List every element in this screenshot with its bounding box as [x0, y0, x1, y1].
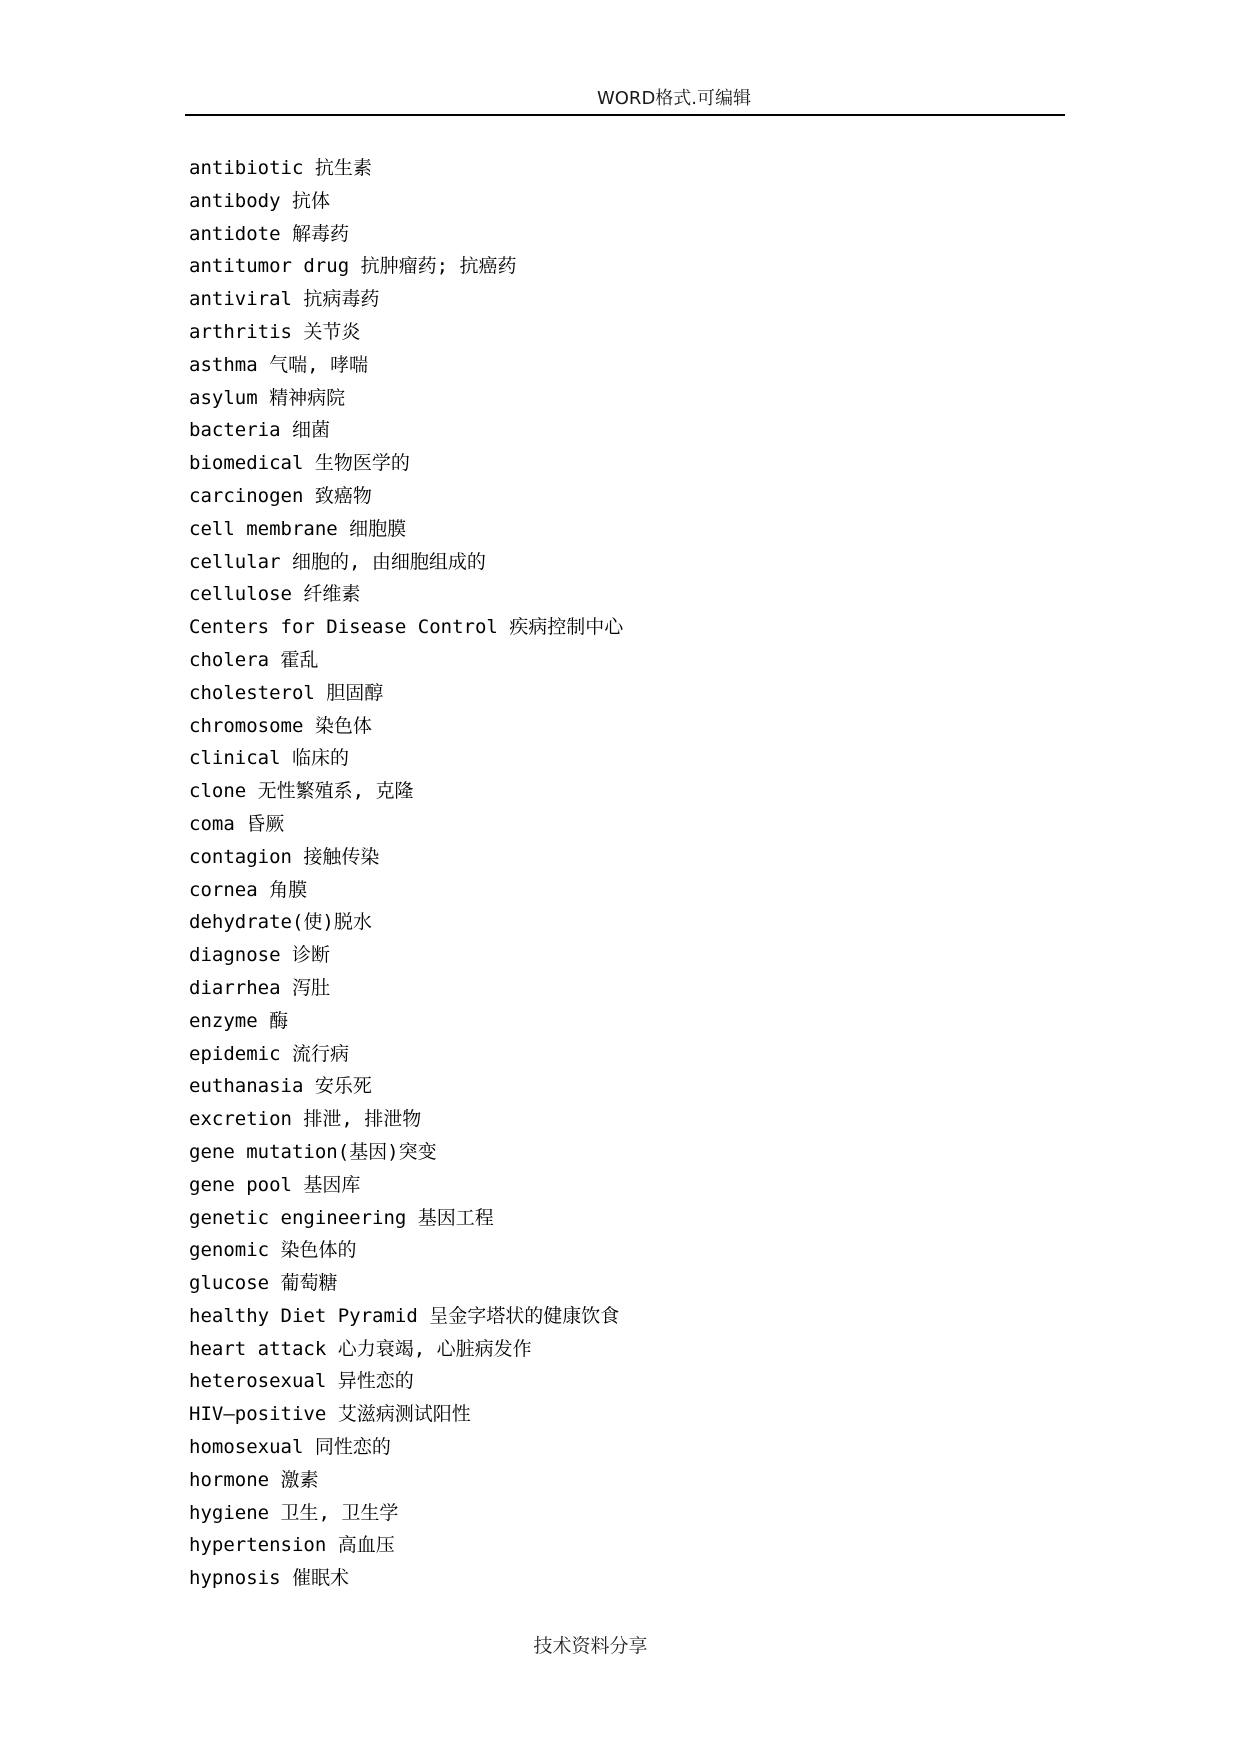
glossary-entry: hypnosis 催眠术: [189, 1567, 349, 1590]
glossary-entry: chromosome 染色体: [189, 714, 372, 737]
glossary-entry: Centers for Disease Control 疾病控制中心: [189, 616, 624, 639]
glossary-entry: antibody 抗体: [189, 189, 330, 212]
glossary-entry: hormone 激素: [189, 1468, 319, 1491]
glossary-entry: antibiotic 抗生素: [189, 157, 372, 179]
header-rule: [185, 114, 1065, 116]
glossary-entry: dehydrate(使)脱水: [189, 911, 372, 934]
glossary-entry: antitumor drug 抗肿瘤药; 抗癌药: [189, 255, 517, 278]
glossary-entry: clone 无性繁殖系, 克隆: [189, 780, 414, 803]
glossary-entry: diarrhea 泻肚: [189, 976, 330, 999]
glossary-entry: euthanasia 安乐死: [189, 1075, 372, 1098]
page-footer: [0, 1634, 1241, 1658]
glossary-entry: genetic engineering 基因工程: [189, 1206, 494, 1229]
glossary-entry: cell membrane 细胞膜: [189, 517, 407, 540]
glossary-entry: antiviral 抗病毒药: [189, 288, 380, 311]
glossary-entry: homosexual 同性恋的: [189, 1436, 391, 1459]
glossary-entry: excretion 排泄, 排泄物: [189, 1108, 422, 1131]
glossary-entry: hygiene 卫生, 卫生学: [189, 1501, 399, 1524]
glossary-entry: diagnose 诊断: [189, 944, 330, 967]
glossary-entry: gene mutation(基因)突变: [189, 1140, 437, 1163]
page-header: [185, 86, 1065, 116]
glossary-entry: cellular 细胞的, 由细胞组成的: [189, 550, 486, 573]
header-text: WORD格式.可编辑: [596, 88, 752, 109]
glossary-entry: cornea 角膜: [189, 878, 308, 901]
glossary-entry: HIV—positive 艾滋病测试阳性: [189, 1403, 471, 1426]
glossary-list: [189, 152, 623, 1595]
glossary-entry: bacteria 细菌: [189, 419, 330, 442]
glossary-entry: heterosexual 异性恋的: [189, 1370, 414, 1393]
glossary-entry: healthy Diet Pyramid 呈金字塔状的健康饮食: [189, 1304, 620, 1327]
glossary-entry: cellulose 纤维素: [189, 583, 361, 606]
glossary-entry: asthma 气喘, 哮喘: [189, 353, 368, 376]
glossary-entry: heart attack 心力衰竭, 心脏病发作: [189, 1337, 532, 1360]
glossary-entry: coma 昏厥: [189, 812, 285, 835]
glossary-entry: cholesterol 胆固醇: [189, 681, 384, 704]
glossary-entry: contagion 接触传染: [189, 845, 380, 868]
glossary-entry: clinical 临床的: [189, 747, 349, 770]
glossary-entry: antidote 解毒药: [189, 222, 349, 245]
glossary-entry: enzyme 酶: [189, 1009, 289, 1032]
glossary-entry: genomic 染色体的: [189, 1239, 357, 1262]
footer-text: 技术资料分享: [533, 1635, 648, 1657]
glossary-entry: asylum 精神病院: [189, 386, 346, 409]
glossary-entry: gene pool 基因库: [189, 1173, 361, 1196]
glossary-entry: biomedical 生物医学的: [189, 452, 410, 475]
glossary-entry: carcinogen 致癌物: [189, 484, 372, 507]
glossary-entry: glucose 葡萄糖: [189, 1272, 338, 1295]
glossary-entry: cholera 霍乱: [189, 648, 319, 671]
glossary-entry: epidemic 流行病: [189, 1042, 349, 1065]
glossary-entry: arthritis 关节炎: [189, 320, 361, 343]
glossary-entry: hypertension 高血压: [189, 1534, 395, 1557]
